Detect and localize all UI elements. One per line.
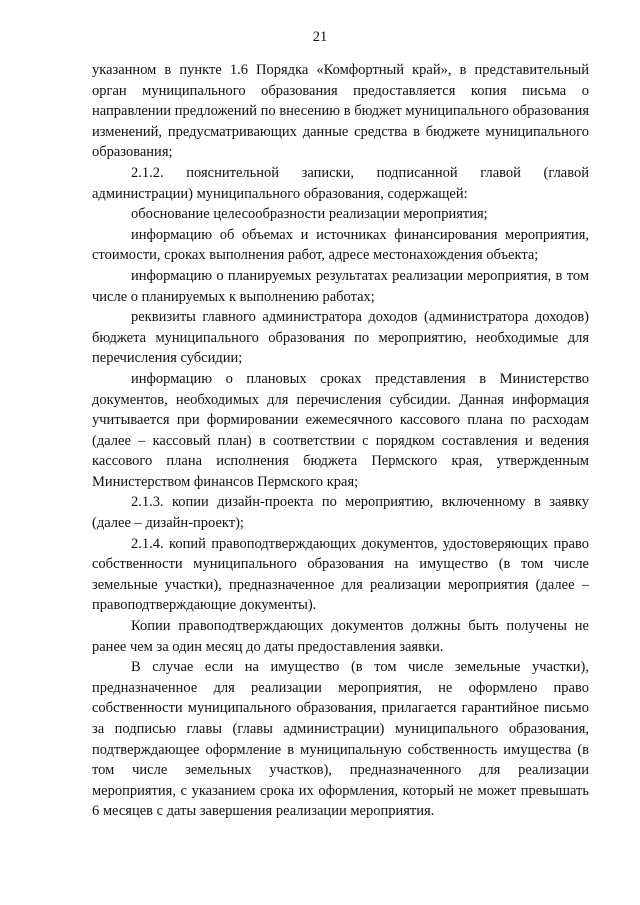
paragraph: 2.1.2. пояснительной записки, подписанной главой (главой администрации) муниципального образования, содержащей: xyxy=(92,164,589,202)
paragraph: информацию о плановых сроках представления в Министерство документов, необходимых для перечисления субсидии. Данная информация учитывается при формировании ежемесячного кассового плана по расходам (далее – кассовый план) в соответствии с порядком составления и ведения кассового плана исполнения бюджета Пермского края, утвержденным Министерством финансов Пермского края; xyxy=(92,370,589,490)
paragraph: обоснование целесообразности реализации мероприятия; xyxy=(131,206,488,223)
paragraph: информацию об объемах и источниках финансирования мероприятия, стоимости, сроках выполнения работ, адресе местонахождения объекта; xyxy=(92,226,589,264)
paragraph: информацию о планируемых результатах реализации мероприятия, в том числе о планируемых к выполнению работах; xyxy=(92,267,589,305)
paragraph: 2.1.3. копии дизайн-проекта по мероприятию, включенному в заявку (далее – дизайн-проект); xyxy=(92,494,589,532)
paragraph: 2.1.4. копий правоподтверждающих документов, удостоверяющих право собственности муниципального образования на имущество (в том числе земельные участки), предназначенное для реализации мероприятия (далее – правоподтверждающие документы). xyxy=(92,535,589,614)
paragraph: В случае если на имущество (в том числе земельные участки), предназначенное для реализации мероприятия, не оформлено право собственности муниципального образования, прилагается гарантийное письмо за подписью главы (главы администрации) муниципального образования, подтверждающее оформление в муниципальную собственность имущества (в том числе земельных участков), предназначенного для реализации мероприятия, с указанием срока их оформления, который не может превышать 6 месяцев с даты завершения реализации мероприятия. xyxy=(92,659,589,820)
page-number: 21 xyxy=(312,29,328,45)
paragraph: указанном в пункте 1.6 Порядка «Комфортный край», в представительный орган муниципального образования предоставляется копия письма о направлении предложений по внесению в бюджет муниципального образования изменений, предусматривающих данные средства в бюджете муниципального образования; xyxy=(92,62,589,161)
paragraph: реквизиты главного администратора доходов (администратора доходов) бюджета муниципального образования по мероприятию, необходимые для перечисления субсидии; xyxy=(92,309,589,367)
paragraph: Копии правоподтверждающих документов должны быть получены не ранее чем за один месяц до даты предоставления заявки. xyxy=(92,618,589,655)
document-body xyxy=(92,60,589,822)
